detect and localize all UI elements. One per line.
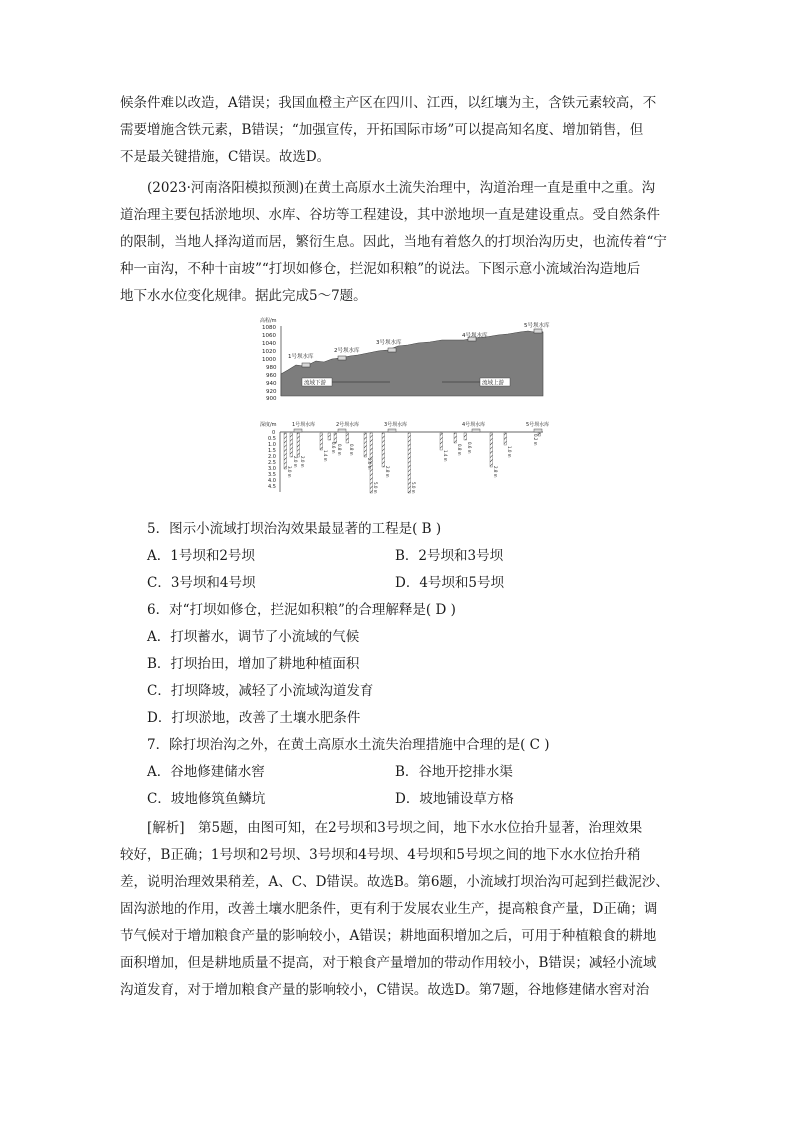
text-line: (2023·河南洛阳模拟预测)在黄土高原水土流失治理中，沟道治理一直是重中之重。沟: [147, 180, 656, 196]
ytick: 2.0: [268, 454, 276, 460]
text-line: 面积增加，但是耕地质量不提高，对于粮食产量增加的带动作用较小，B错误；减轻小流域: [120, 955, 657, 971]
dam-label: 3号坝水库: [384, 422, 408, 428]
bar-label: 2.0 m: [300, 456, 305, 468]
bar-label: 1.4 m: [323, 450, 328, 462]
text-line: 沟道发育，对于增加粮食产量的影响较小，C错误。故选D。第7题，谷地修建储水窖对治: [120, 982, 650, 998]
upstream-label: 流域上游: [482, 380, 505, 387]
bar-label: 0.6 m: [331, 442, 336, 454]
material-paragraph: [120, 175, 675, 310]
rise-bar: [290, 433, 293, 457]
ytick: 940: [266, 381, 277, 387]
dam-2-marker: [338, 356, 346, 360]
rise-bar: [408, 433, 411, 493]
ytick: 1020: [262, 349, 276, 355]
ytick: 960: [266, 373, 277, 379]
question-6-stem: 6．对“打坝如修仓，拦泥如积粮”的合理解释是( D ): [147, 602, 456, 618]
text-line: 地下水水位变化规律。据此完成5～7题。: [120, 288, 367, 304]
question-6-option-a: A．打坝蓄水，调节了小流域的气候: [147, 629, 360, 645]
question-5-option-b: B．2号坝和3号坝: [395, 548, 504, 564]
dam-label: 1号坝水库: [288, 354, 314, 360]
rise-bar: [382, 433, 385, 467]
dam-3-marker: [388, 348, 396, 352]
ytick: 920: [266, 389, 277, 395]
figure-svg: [258, 316, 550, 506]
ytick: 3.5: [268, 472, 276, 478]
rise-bar: [320, 433, 323, 450]
dam-label: 3号坝水库: [376, 340, 402, 346]
dam-label: 2号坝水库: [334, 348, 360, 354]
question-5-stem: 5．图示小流域打坝治沟效果最显著的工程是( B ): [147, 521, 442, 537]
ytick: 1000: [262, 357, 276, 363]
bar-label: 1.4 m: [443, 450, 448, 462]
question-7-option-c: C．坡地修筑鱼鳞坑: [147, 791, 266, 807]
text-line: 不是最关键措施，C错误。故选D。: [120, 149, 331, 165]
rise-bar: [454, 433, 457, 443]
dam-label: 1号坝水库: [292, 422, 316, 428]
bottom-yticks: [268, 430, 276, 490]
rise-bar-labels: [287, 434, 538, 494]
rise-bar: [328, 433, 331, 440]
dam-label: 4号坝水库: [462, 422, 486, 428]
ytick: 980: [266, 365, 277, 371]
ytick: 2.5: [268, 460, 276, 466]
question-7-option-d: D．坡地铺设草方格: [395, 791, 514, 807]
analysis-paragraph: [120, 815, 675, 1004]
ytick: 1040: [262, 341, 276, 347]
bottom-ylabel: 深度/m: [260, 422, 277, 428]
ytick: 4.5: [268, 484, 276, 490]
rise-bar: [440, 433, 443, 450]
rise-bar: [464, 433, 467, 440]
question-6-option-d: D．打坝淤地，改善了土壤水肥条件: [147, 710, 361, 726]
question-7-option-b: B．谷地开挖排水渠: [395, 764, 513, 780]
text-line: 的限制，当地人择沟道而居，繁衍生息。因此，当地有着悠久的打坝治沟历史，也流传着“宁: [120, 234, 667, 250]
rise-bar: [297, 433, 300, 457]
bar-label: 2.8 m: [385, 466, 390, 478]
text-line: 需要增施含铁元素，B错误；“加强宣传，开拓国际市场”可以提高知名度、增加销售，但: [120, 122, 644, 138]
ytick: 900: [266, 396, 277, 402]
bar-label: 0.8 m: [457, 444, 462, 456]
text-line: 较好，B正确；1号坝和2号坝、3号坝和4号坝、4号坝和5号坝之间的地下水水位抬升稍: [120, 847, 641, 863]
ytick: 4.0: [268, 478, 276, 484]
text-line: 种一亩沟，不种十亩坡”“打坝如修仓，拦泥如积粮”的说法。下图示意小流域治沟造地后: [120, 261, 641, 277]
question-6-option-c: C．打坝降坡，减轻了小流域沟道发育: [147, 683, 374, 699]
question-6-option-b: B．打坝抬田，增加了耕地种植面积: [147, 656, 360, 672]
bar-label: 2.0 m: [293, 456, 298, 468]
text-line: 差，说明治理效果稍差，A、C、D错误。故选B。第6题，小流域打坝治沟可起到拦截泥沙、: [120, 874, 669, 890]
bar-label: 2.0 m: [367, 458, 372, 470]
bar-label: 0.8 m: [349, 444, 354, 456]
bar-label: 5.0 m: [411, 482, 416, 494]
top-ylabel: 高程/m: [260, 318, 277, 324]
bar-label: 1.0 m: [507, 446, 512, 458]
dam-label: 5号坝水库: [526, 422, 550, 428]
question-7-stem: 7．除打坝治沟之外，在黄土高原水土流失治理措施中合理的是( C ): [147, 737, 550, 753]
rise-bar: [490, 433, 493, 467]
dam-label: 2号坝水库: [336, 422, 360, 428]
rise-bar: [504, 433, 507, 445]
previous-answer-paragraph: [120, 90, 675, 171]
rise-bar: [364, 433, 367, 457]
rise-bar: [346, 433, 349, 443]
groundwater-figure: [258, 316, 550, 506]
dam-label: 5号坝水库: [524, 323, 550, 329]
ytick: 1080: [262, 325, 276, 331]
ytick: 1060: [262, 333, 276, 339]
text-line: 节气候对于增加粮食产量的影响较小，A错误；耕地面积增加之后，可用于种植粮食的耕地: [120, 928, 657, 944]
top-yticks: [262, 325, 277, 402]
ytick: 1.5: [268, 448, 276, 454]
text-line: [解析] 第5题，由图可知，在2号坝和3号坝之间，地下水水位抬升显著，治理效果: [147, 820, 643, 836]
rise-bar: [284, 433, 287, 469]
ytick: 0.5: [268, 436, 276, 442]
bar-label: 0.8 m: [337, 444, 342, 456]
question-5-option-a: A．1号坝和2号坝: [147, 548, 255, 564]
dam-label: 4号坝水库: [462, 333, 488, 339]
bar-label: 5.0 m: [373, 482, 378, 494]
ytick: 3.0: [268, 466, 276, 472]
text-line: 道治理主要包括淤地坝、水库、谷坊等工程建设，其中淤地坝一直是建设重点。受自然条件: [120, 207, 660, 223]
dam-1-marker: [302, 363, 310, 367]
bar-label: 2.8 m: [493, 466, 498, 478]
question-5-option-c: C．3号坝和4号坝: [147, 575, 256, 591]
bar-label: 3.0 m: [287, 466, 292, 478]
ytick: 1.0: [268, 442, 276, 448]
question-5-option-d: D．4号坝和5号坝: [395, 575, 505, 591]
dam-5-marker: [534, 329, 542, 333]
question-7-option-a: A．谷地修建储水窖: [147, 764, 265, 780]
text-line: 固沟淤地的作用，改善土壤水肥条件，更有利于发展农业生产，提高粮食产量，D正确；调: [120, 901, 658, 917]
bar-label: 0.2 m: [533, 434, 538, 446]
downstream-label: 流域下游: [304, 380, 327, 387]
bar-label: 0.6 m: [467, 442, 472, 454]
text-line: 候条件难以改造，A错误；我国血橙主产区在四川、江西，以红壤为主，含铁元素较高，不: [120, 95, 657, 111]
ytick: 0: [272, 430, 276, 436]
